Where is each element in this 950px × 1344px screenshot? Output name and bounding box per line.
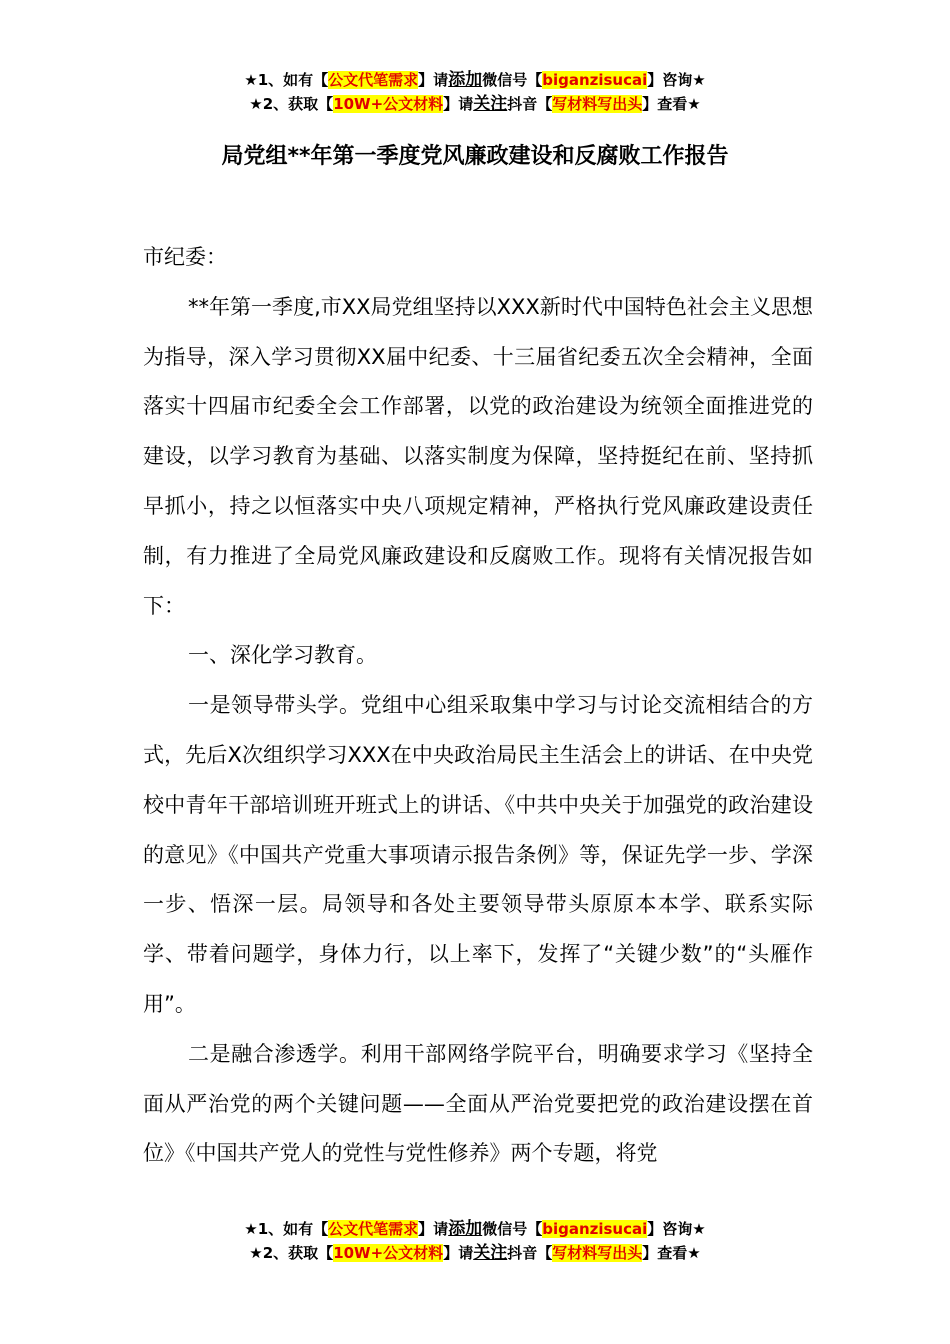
banner-line-1 xyxy=(0,68,950,92)
header-banner xyxy=(0,68,950,116)
banner-text: 】请 xyxy=(443,1244,474,1262)
banner-text: 】请 xyxy=(443,95,474,113)
banner-text: 】请 xyxy=(418,71,449,89)
banner-line-2 xyxy=(0,92,950,116)
banner-text: ★1、如有【 xyxy=(244,71,329,89)
banner-line-1 xyxy=(0,1217,950,1241)
banner-text: 】咨询★ xyxy=(647,1220,706,1238)
paragraph: **年第一季度,市XX局党组坚持以XXX新时代中国特色社会主义思想为指导，深入学习贯彻XX届中纪委、十三届省纪委五次全会精神，全面落实十四届市纪委全会工作部署，以党的政治建设为统领全面推进党的建设，以学习教育为基础、以落实制度为保障，坚持挺纪在前、坚持抓早抓小，持之以恒落实中央八项规定精神，严格执行党风廉政建设责任制，有力推进了全局党风廉政建设和反腐败工作。现将有关情况报告如下： xyxy=(143,294,813,618)
banner-text: ★1、如有【 xyxy=(244,1220,329,1238)
banner-text: 】查看★ xyxy=(642,1244,701,1262)
highlight-materials: 10W+公文材料 xyxy=(333,1244,444,1262)
paragraph: 二是融合渗透学。利用干部网络学院平台，明确要求学习《坚持全面从严治党的两个关键问题——全面从严治党要把党的政治建设摆在首位》《中国共产党人的党性与党性修养》两个专题，将党 xyxy=(143,1041,813,1166)
banner-emphasis: 添加 xyxy=(448,70,483,90)
paragraph: 一是领导带头学。党组中心组采取集中学习与讨论交流相结合的方式，先后X次组织学习XXX在中央政治局民主生活会上的讲话、在中央党校中青年干部培训班开班式上的讲话、《中共中央关于加强党的政治建设的意见》《中国共产党重大事项请示报告条例》等，保证先学一步、学深一步、悟深一层。局领导和各处主要领导带头原原本本学、联系实际学、带着问题学，身体力行，以上率下，发挥了“关键少数”的“头雁作用”。 xyxy=(143,693,813,1016)
highlight-douyin: 写材料写出头 xyxy=(552,1244,643,1262)
highlight-douyin: 写材料写出头 xyxy=(552,95,643,113)
banner-emphasis: 关注 xyxy=(473,94,508,114)
highlight-materials: 10W+公文材料 xyxy=(333,95,444,113)
footer-banner xyxy=(0,1217,950,1265)
banner-text: 抖音【 xyxy=(507,95,553,113)
document-body xyxy=(143,233,813,1179)
highlight-service: 公文代笔需求 xyxy=(328,1220,419,1238)
highlight-wechat-id: biganzisucai xyxy=(542,1220,648,1238)
banner-text: 微信号【 xyxy=(482,71,543,89)
banner-text: 抖音【 xyxy=(507,1244,553,1262)
banner-text: 】请 xyxy=(418,1220,449,1238)
banner-line-2 xyxy=(0,1241,950,1265)
highlight-wechat-id: biganzisucai xyxy=(542,71,648,89)
banner-emphasis: 添加 xyxy=(448,1219,483,1239)
banner-emphasis: 关注 xyxy=(473,1243,508,1263)
banner-text: ★2、获取【 xyxy=(249,95,334,113)
salutation: 市纪委： xyxy=(143,245,227,269)
banner-text: 】咨询★ xyxy=(647,71,706,89)
document-title: 局党组**年第一季度党风廉政建设和反腐败工作报告 xyxy=(221,144,729,169)
banner-text: ★2、获取【 xyxy=(249,1244,334,1262)
banner-text: 微信号【 xyxy=(482,1220,543,1238)
banner-text: 】查看★ xyxy=(642,95,701,113)
section-heading: 一、深化学习教育。 xyxy=(188,643,377,668)
highlight-service: 公文代笔需求 xyxy=(328,71,419,89)
